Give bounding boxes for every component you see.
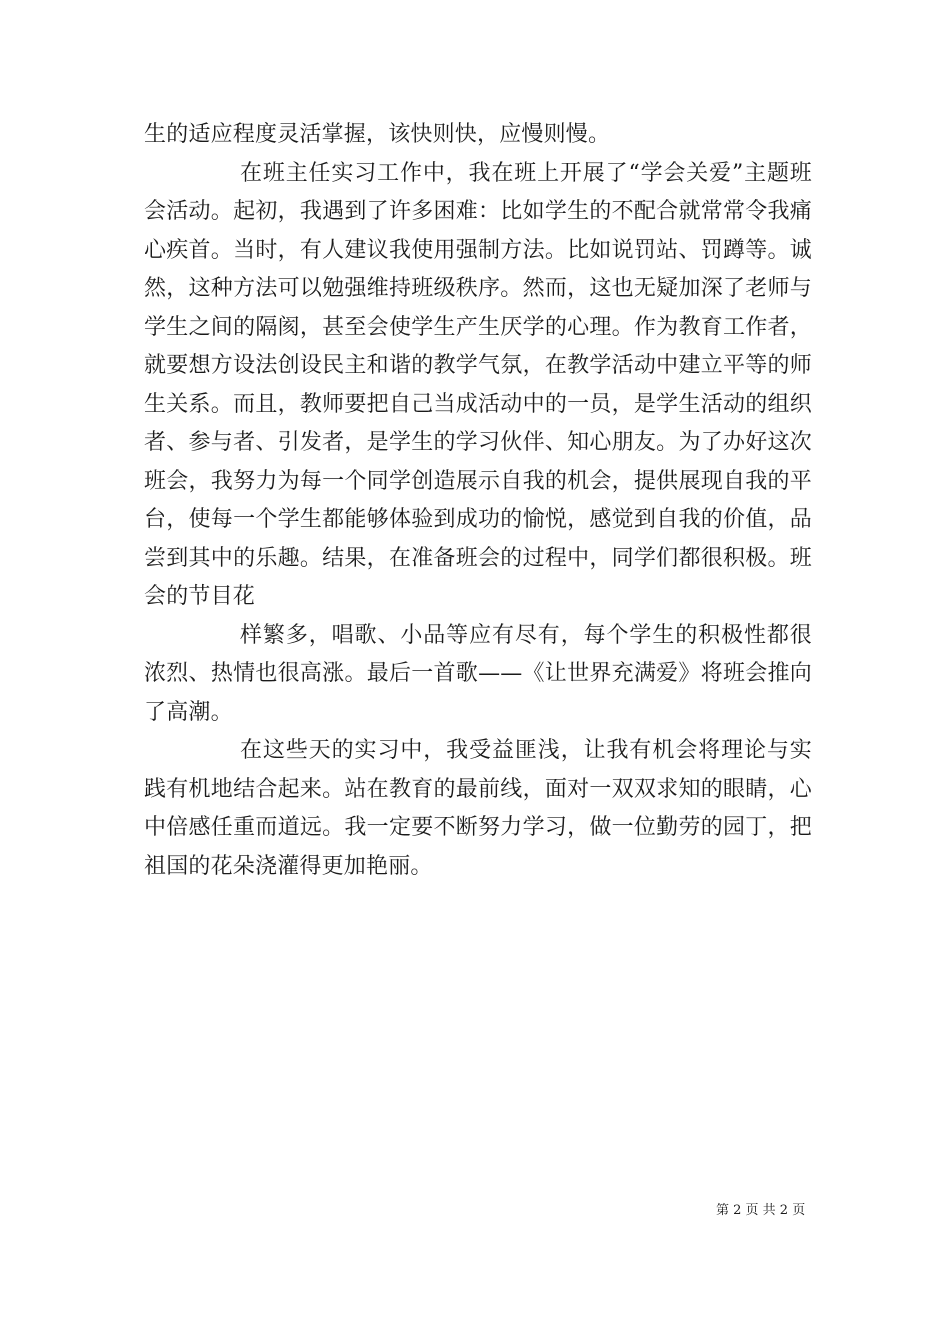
document-body (144, 116, 812, 886)
paragraph-class-meeting: 在班主任实习工作中，我在班上开展了“学会关爱”主题班会活动。起初，我遇到了许多困难：比如学生的不配合就常常令我痛心疾首。当时，有人建议我使用强制方法。比如说罚站、罚蹲等。诚然，这种方法可以勉强维持班级秩序。然而，这也无疑加深了老师与学生之间的隔阂，甚至会使学生产生厌学的心理。作为教育工作者，就要想方设法创设民主和谐的教学气氛，在教学活动中建立平等的师生关系。而且，教师要把自己当成活动中的一员，是学生活动的组织者、参与者、引发者，是学生的学习伙伴、知心朋友。为了办好这次班会，我努力为每一个同学创造展示自我的机会，提供展现自我的平台，使每一个学生都能够体验到成功的愉悦，感觉到自我的价值，品尝到其中的乐趣。结果，在准备班会的过程中，同学们都很积极。班会的节目花 (144, 160, 812, 609)
paragraph-program: 样繁多，唱歌、小品等应有尽有，每个学生的积极性都很浓烈、热情也很高涨。最后一首歌——《让世界充满爱》将班会推向了高潮。 (144, 622, 812, 725)
paragraph-continuation: 生的适应程度灵活掌握，该快则快，应慢则慢。 (144, 122, 611, 147)
page-number-footer: 第 2 页 共 2 页 (716, 1203, 806, 1218)
paragraph-conclusion: 在这些天的实习中，我受益匪浅，让我有机会将理论与实践有机地结合起来。站在教育的最前线，面对一双双求知的眼睛，心中倍感任重而道远。我一定要不断努力学习，做一位勤劳的园丁，把祖国的花朵浇灌得更加艳丽。 (144, 738, 812, 879)
